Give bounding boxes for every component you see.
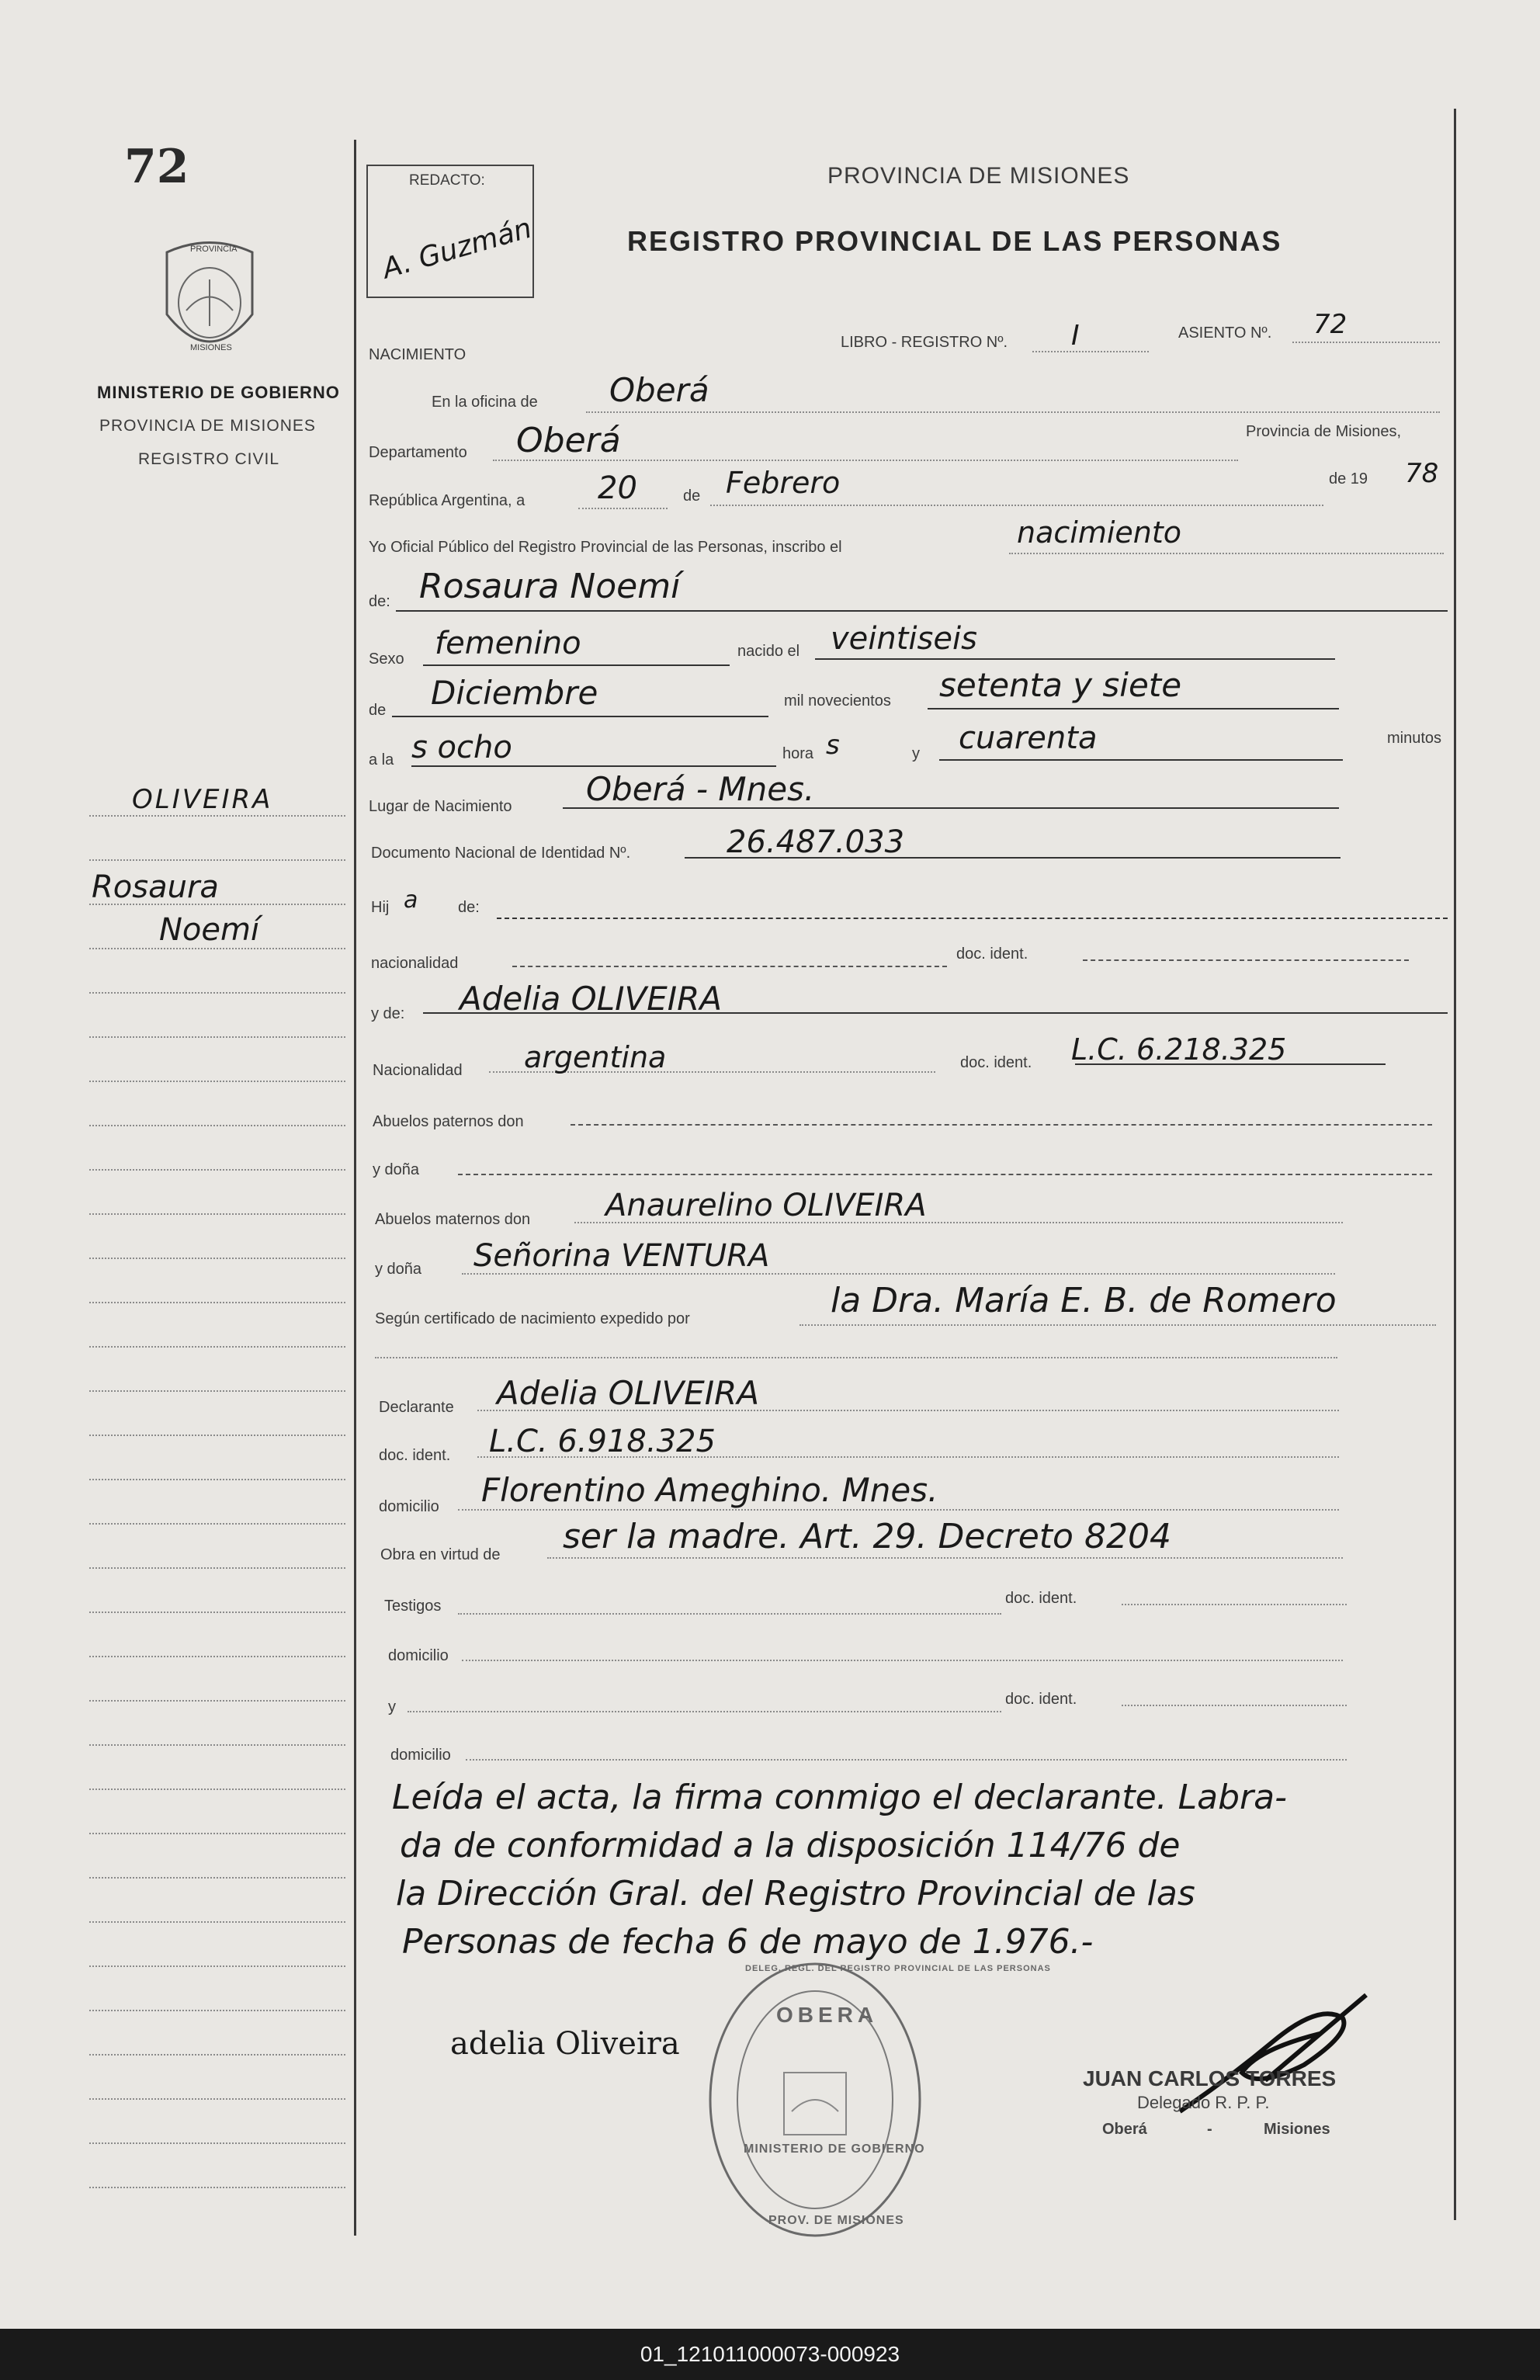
birth-year-value: setenta y siete — [939, 666, 1182, 704]
margin-ruled-line — [89, 1213, 345, 1215]
margin-ruled-line — [89, 1036, 345, 1038]
y-de-label: y de: — [371, 1005, 405, 1022]
lugar-label: Lugar de Nacimiento — [369, 798, 512, 815]
obera-delegation-stamp-icon — [702, 1956, 928, 2243]
margin-ruled-line — [89, 1081, 345, 1082]
domicilio-label-1: domicilio — [379, 1498, 439, 1515]
ministry-province-label: PROVINCIA DE MISIONES — [99, 417, 316, 435]
sexo-value: femenino — [435, 626, 581, 661]
y-dona-label-1: y doña — [373, 1161, 420, 1178]
month-value: Febrero — [726, 466, 841, 500]
oficial-value: nacimiento — [1017, 515, 1182, 550]
dni-value: 26.487.033 — [727, 824, 905, 860]
y-dona-label-2: y doña — [375, 1261, 422, 1278]
margin-ruled-line — [89, 1788, 345, 1790]
obra-value: ser la madre. Art. 29. Decreto 8204 — [563, 1517, 1171, 1556]
abuela-materna-value: Señorina VENTURA — [473, 1238, 770, 1274]
docident-label-4: doc. ident. — [1005, 1590, 1077, 1607]
official-place-right: Misiones — [1264, 2121, 1330, 2138]
docident-label-3: doc. ident. — [379, 1447, 451, 1464]
abuelos-paternos-label: Abuelos paternos don — [373, 1113, 524, 1130]
asiento-label: ASIENTO Nº. — [1178, 324, 1272, 342]
margin-ruled-line — [89, 1877, 345, 1879]
libro-label: LIBRO - REGISTRO Nº. — [841, 334, 1008, 351]
margin-ruled-line — [89, 1169, 345, 1171]
nacido-label: nacido el — [737, 643, 800, 660]
seal-top-label: PROVINCIA — [190, 245, 238, 254]
docident-value-2: L.C. 6.218.325 — [1071, 1032, 1287, 1067]
declarante-label: Declarante — [379, 1399, 454, 1416]
minutos-label: minutos — [1387, 730, 1442, 747]
docident-label-2: doc. ident. — [960, 1054, 1032, 1071]
margin-given-name-2: Noemí — [159, 912, 260, 948]
departamento-label: Departamento — [369, 444, 467, 461]
hijo-label: Hij — [371, 899, 390, 916]
margin-ruled-line — [89, 859, 345, 861]
right-border-rule — [1454, 109, 1456, 2220]
dni-label: Documento Nacional de Identidad Nº. — [371, 845, 631, 862]
margin-ruled-line — [89, 1390, 345, 1392]
segun-value: la Dra. María E. B. de Romero — [831, 1281, 1337, 1320]
official-role: Delegado R. P. P. — [1137, 2093, 1270, 2112]
oficina-label: En la oficina de — [432, 394, 538, 411]
closing-line-2: da de conformidad a la disposición 114/76 de — [400, 1826, 1181, 1865]
page-number: 72 — [124, 140, 189, 194]
stamp-bottom-text: PROV. DE MISIONES — [768, 2214, 904, 2227]
nacido-value: veintiseis — [831, 621, 977, 657]
republica-label: República Argentina, a — [369, 492, 525, 509]
asiento-value: 72 — [1313, 309, 1348, 340]
redacto-label: REDACTO: — [409, 172, 485, 189]
seal-bottom-label: MISIONES — [190, 343, 232, 352]
nacionalidad-label-1: nacionalidad — [371, 955, 459, 972]
ministry-label: MINISTERIO DE GOBIERNO — [97, 383, 340, 402]
closing-line-3: la Dirección Gral. del Registro Provincial de las — [396, 1874, 1195, 1913]
margin-ruled-line — [89, 1612, 345, 1613]
horas-label: hora — [782, 745, 814, 762]
registro-civil-label: REGISTRO CIVIL — [138, 450, 280, 468]
docident-value-3: L.C. 6.918.325 — [489, 1424, 716, 1459]
de-name-label: de: — [369, 593, 390, 610]
oficial-label: Yo Oficial Público del Registro Provincial de las Personas, inscribo el — [369, 539, 842, 556]
closing-line-1: Leída el acta, la firma conmigo el declarante. Labra- — [392, 1778, 1287, 1817]
official-place-dash: - — [1207, 2121, 1212, 2138]
year-prefix: de 19 — [1329, 470, 1368, 487]
abuelos-maternos-label: Abuelos maternos don — [375, 1211, 531, 1228]
minutes-value: cuarenta — [959, 720, 1098, 756]
closing-line-4: Personas de fecha 6 de mayo de 1.976.- — [402, 1922, 1094, 1962]
archive-footer-id: 01_121011000073-000923 — [0, 2329, 1540, 2380]
margin-ruled-line — [89, 815, 345, 817]
month-de-label: de — [683, 487, 701, 505]
declarant-signature: adelia Oliveira — [450, 2026, 680, 2062]
province-header: PROVINCIA DE MISIONES — [827, 163, 1130, 189]
margin-ruled-line — [89, 1302, 345, 1303]
segun-label: Según certificado de nacimiento expedido por — [375, 1310, 690, 1327]
declarante-value: Adelia OLIVEIRA — [497, 1374, 760, 1412]
margin-ruled-line — [89, 1744, 345, 1746]
hijo-de-label: de: — [458, 899, 480, 916]
margin-ruled-line — [89, 1567, 345, 1569]
ala-label: a la — [369, 751, 394, 768]
mil-novecientos-label: mil novecientos — [784, 692, 891, 709]
y-label: y — [912, 745, 920, 762]
stamp-center-text: OBERA — [776, 2003, 879, 2027]
registry-title: REGISTRO PROVINCIAL DE LAS PERSONAS — [627, 225, 1282, 257]
stamp-outer-text: DELEG. REGL. DEL REGISTRO PROVINCIAL DE LAS PERSONAS — [745, 1964, 1051, 1973]
docident-label-5: doc. ident. — [1005, 1691, 1077, 1708]
hour-value: s ocho — [411, 730, 512, 765]
y-label-2: y — [388, 1698, 396, 1716]
domicilio-value-1: Florentino Ameghino. Mnes. — [481, 1471, 938, 1509]
margin-ruled-line — [89, 2187, 345, 2188]
margin-ruled-line — [89, 2142, 345, 2144]
stamp-ministerio-text: MINISTERIO DE GOBIERNO — [744, 2142, 925, 2156]
obra-label: Obra en virtud de — [380, 1546, 501, 1563]
official-place-left: Oberá — [1102, 2121, 1147, 2138]
margin-ruled-line — [89, 992, 345, 994]
nacimiento-label: NACIMIENTO — [369, 346, 467, 363]
lugar-value: Oberá - Mnes. — [586, 770, 815, 808]
margin-ruled-line — [89, 948, 345, 949]
sexo-label: Sexo — [369, 651, 404, 668]
name-value: Rosaura Noemí — [419, 567, 681, 606]
official-name: JUAN CARLOS TORRES — [1083, 2066, 1337, 2090]
margin-ruled-line — [89, 1435, 345, 1436]
domicilio-label-2: domicilio — [388, 1647, 449, 1664]
abuelo-materno-value: Anaurelino OLIVEIRA — [605, 1188, 927, 1223]
margin-ruled-line — [89, 1258, 345, 1259]
nacionalidad-label-2: Nacionalidad — [373, 1062, 463, 1079]
margin-ruled-line — [89, 1346, 345, 1348]
mother-value: Adelia OLIVEIRA — [460, 980, 723, 1018]
margin-ruled-line — [89, 2098, 345, 2100]
hijo-suffix: a — [404, 886, 418, 914]
libro-value: I — [1071, 320, 1080, 352]
margin-ruled-line — [89, 2054, 345, 2056]
margin-ruled-line — [89, 1523, 345, 1525]
margin-ruled-line — [89, 1656, 345, 1657]
margin-surname: OLIVEIRA — [132, 784, 273, 815]
margin-ruled-line — [89, 1965, 345, 1967]
margin-ruled-line — [89, 1921, 345, 1923]
provincia-suffix: Provincia de Misiones, — [1246, 423, 1402, 440]
oficina-value: Oberá — [609, 371, 709, 409]
margin-given-name-1: Rosaura — [92, 869, 219, 905]
left-column-rule — [354, 140, 356, 2236]
docident-label-1: doc. ident. — [956, 945, 1028, 963]
domicilio-label-3: domicilio — [390, 1747, 451, 1764]
margin-ruled-line — [89, 1125, 345, 1126]
margin-ruled-line — [89, 1700, 345, 1702]
redacto-value: A. Guzmán — [379, 212, 536, 286]
birth-month-value: Diciembre — [431, 674, 598, 712]
margin-ruled-line — [89, 1833, 345, 1834]
day-value: 20 — [598, 470, 637, 506]
year-suffix: 78 — [1405, 458, 1439, 489]
nacionalidad-value-2: argentina — [524, 1040, 667, 1074]
margin-ruled-line — [89, 2010, 345, 2011]
horas-value: s — [826, 730, 840, 761]
margin-ruled-line — [89, 1479, 345, 1480]
de-month-label: de — [369, 702, 387, 719]
departamento-value: Oberá — [516, 421, 621, 460]
testigos-label: Testigos — [384, 1598, 442, 1615]
